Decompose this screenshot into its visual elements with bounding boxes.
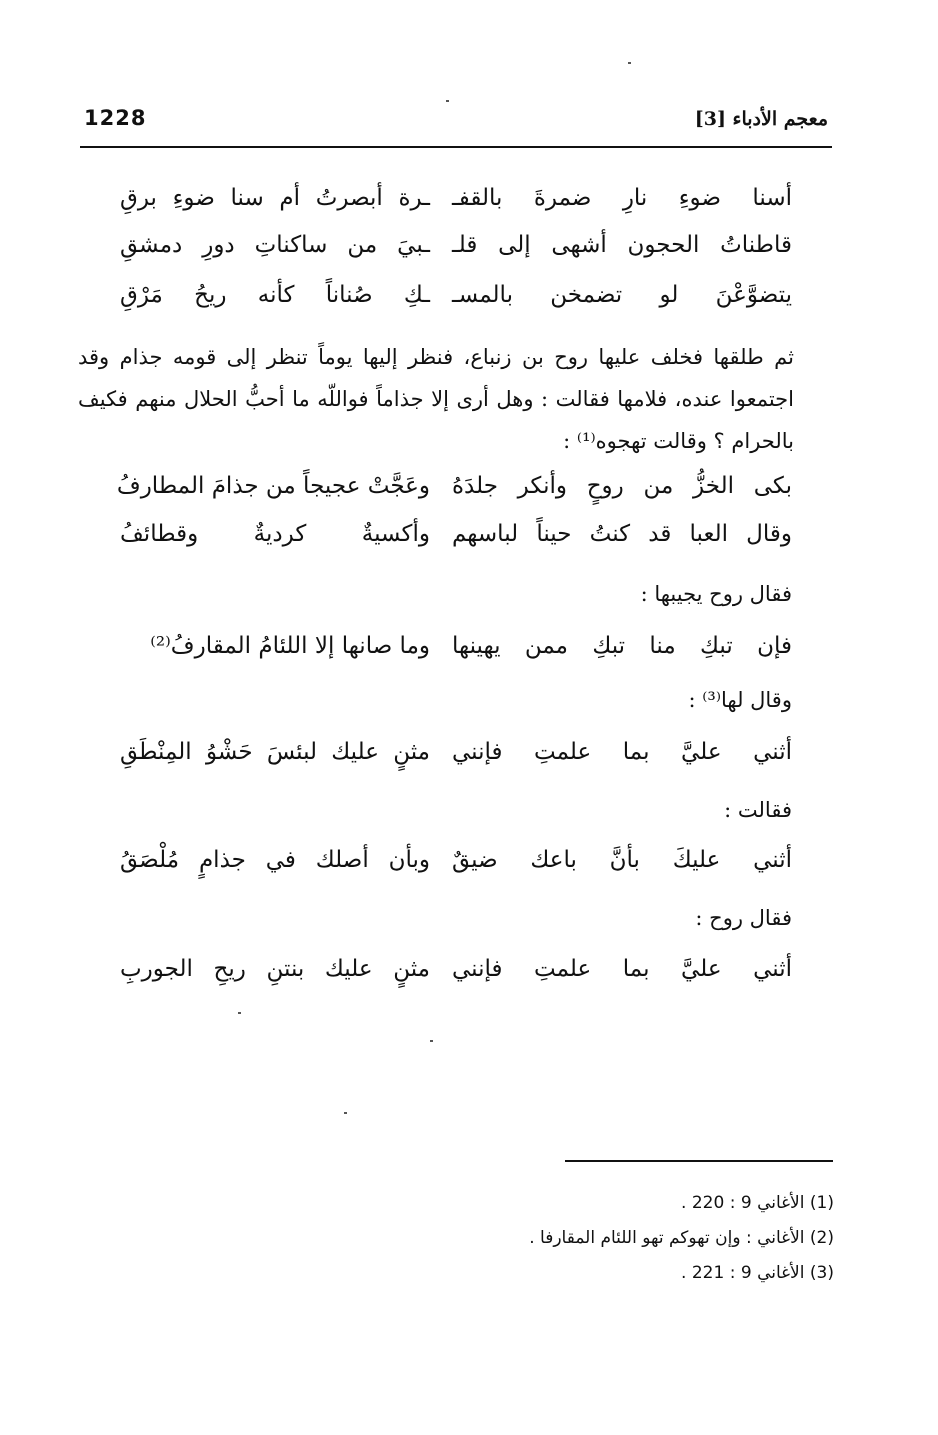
verse-second-hemistich: وما صانها إلا اللئامُ المقارفُ⁽²⁾ (150, 633, 430, 659)
running-header-title: معجم الأدباء [3] (694, 108, 828, 130)
poem-verse (80, 174, 792, 222)
footnote: (3) الأغاني 9 : 221 . (681, 1263, 834, 1283)
prose-paragraph: ثم طلقها فخلف عليها روح بن زنباع، فنظر إليها يوماً تنظر إلى قومه جذام وقد اجتمعوا عنده، فلامها فقالت : وهل أرى إلا جذاماً فواللّه ما أحبُّ الحلال منهم فكيف بالحرام ؟ وقالت تهجوه⁽¹⁾ : (78, 345, 794, 453)
verse-first-hemistich: يتضوَّعْنَ لو تضمخن بالمسـ (452, 282, 792, 308)
scan-speck (430, 1040, 433, 1042)
verse-first-hemistich: أثني عليَّ بما علمتِ فإنني (452, 739, 792, 765)
footnotes (529, 1186, 834, 1291)
verse-second-hemistich: مثنٍ عليك لبئسَ حَشْوُ المِنْطَقِ (120, 739, 430, 765)
verse-first-hemistich: فإن تبكِ منا تبكِ ممن يهينها (452, 633, 792, 659)
verse-second-hemistich: ـبيَ من ساكناتِ دورِ دمشقِ (120, 232, 430, 258)
poem-verse (80, 271, 792, 319)
scan-speck (238, 1012, 241, 1014)
poem-verse (80, 221, 792, 269)
page-number: 1228 (84, 106, 147, 130)
verse-second-hemistich: وأكسيةٌ كرديةٌ وقطائفُ (120, 521, 430, 547)
speaker-intro: فقالت : (724, 798, 792, 822)
verse-first-hemistich: أثني عليَّ بما علمتِ فإنني (452, 956, 792, 982)
poem-verse (80, 462, 792, 510)
footnote-divider (565, 1160, 833, 1162)
scan-speck (446, 100, 449, 102)
speaker-intro: وقال لها⁽³⁾ : (688, 688, 792, 712)
footnote: (1) الأغاني 9 : 220 . (681, 1193, 834, 1213)
poem-verse (80, 622, 792, 670)
poem-verse (80, 728, 792, 776)
scan-speck (344, 1112, 347, 1114)
speaker-intro: فقال روح : (695, 906, 792, 930)
verse-first-hemistich: بكى الخزُّ من روحٍ وأنكر جلدَهُ (452, 473, 792, 499)
header-divider (80, 146, 832, 148)
footnote: (2) الأغاني : وإن تهوكم تهو اللئام المقارفا . (529, 1228, 834, 1248)
poem-verse (80, 510, 792, 558)
verse-second-hemistich: مثنٍ عليك بنتنِ ريحِ الجوربِ (120, 956, 430, 982)
verse-first-hemistich: أثني عليكَ بأنَّ باعك ضيقٌ (452, 847, 792, 873)
poem-verse (80, 945, 792, 993)
scan-speck (628, 62, 631, 64)
verse-second-hemistich: وعَجَّتْ عجيجاً من جذامَ المطارفُ (116, 473, 430, 499)
verse-first-hemistich: أسنا ضوءِ نارِ ضمرةَ بالقفـ (452, 185, 792, 211)
speaker-intro: فقال روح يجيبها : (640, 582, 792, 606)
verse-first-hemistich: وقال العبا قد كنتُ حيناً لباسهم (452, 521, 792, 547)
verse-second-hemistich: وبأن أصلك في جذامٍ مُلْصَقُ (120, 847, 430, 873)
verse-second-hemistich: ـكِ صُناناً كأنه ريحُ مَرْقِ (120, 282, 430, 308)
poem-verse (80, 836, 792, 884)
verse-second-hemistich: ـرة أبصرتُ أم سنا ضوءِ برقِ (120, 185, 430, 211)
verse-first-hemistich: قاطناتُ الحجون أشهى إلى قلـ (452, 232, 792, 258)
